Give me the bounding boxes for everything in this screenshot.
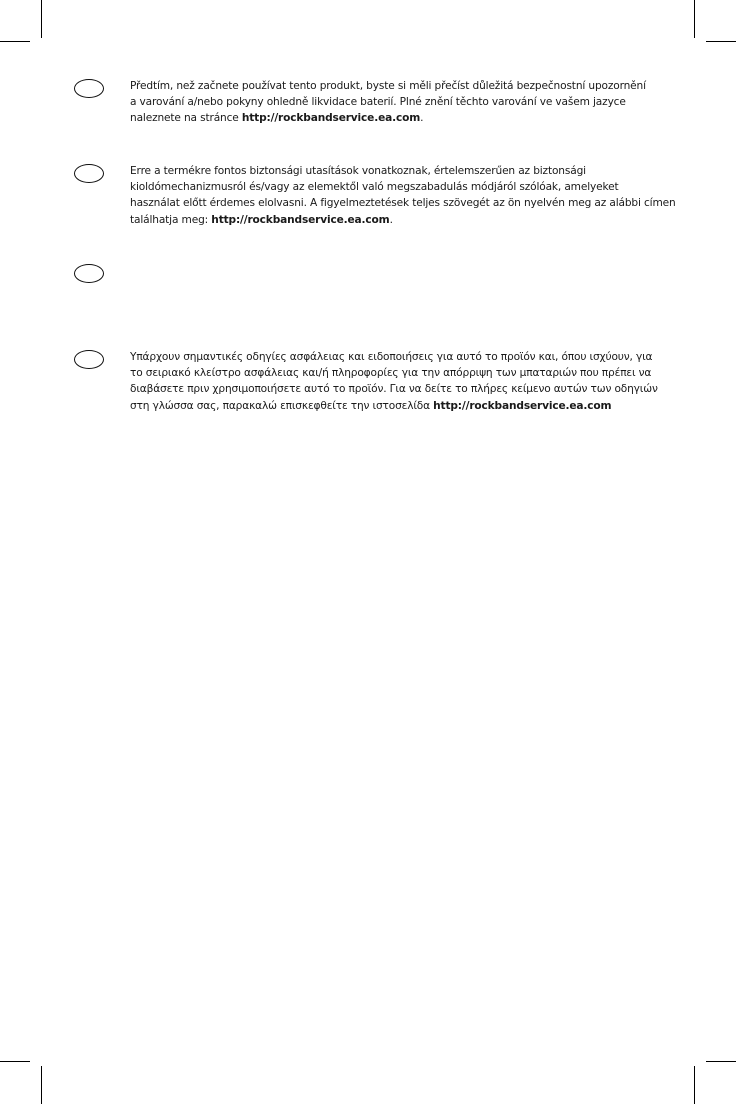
- url-punctuation: .: [389, 213, 393, 226]
- crop-mark-top-right-vertical: [694, 0, 695, 38]
- notice-line: Υπάρχουν σημαντικές οδηγίες ασφάλειας και ειδοποιήσεις για αυτό το προϊόν και, όπου ισχύουν, για: [130, 351, 653, 363]
- notice-line-text: találhatja meg:: [130, 213, 212, 226]
- crop-mark-bottom-right-vertical: [694, 1066, 695, 1104]
- language-badge-oval: [74, 264, 104, 283]
- language-badge-oval: [74, 164, 104, 183]
- crop-mark-top-right-horizontal: [706, 41, 736, 42]
- notice-line-text: στη γλώσσα σας, παρακαλώ επισκεφθείτε την ιστοσελίδα: [130, 399, 434, 412]
- service-url-link[interactable]: http://rockbandservice.ea.com: [211, 213, 390, 226]
- language-badge-oval: [74, 79, 104, 98]
- url-punctuation: .: [420, 112, 424, 125]
- notice-line: kioldómechanizmusról és/vagy az elemektől való megszabadulás módjáról szólóak, amelyeket: [130, 181, 619, 194]
- crop-mark-bottom-right-horizontal: [706, 1061, 736, 1062]
- notice-line: Předtím, než začnete používat tento produkt, byste si měli přečíst důležitá bezpečnostní upozornění: [130, 80, 646, 92]
- notice-line: το σειριακό κλείστρο ασφάλειας και/ή πληροφορίες για την απόρριψη των μπαταριών που πρέπει να: [130, 367, 652, 380]
- notice-text: [130, 78, 670, 127]
- service-url-link[interactable]: http://rockbandservice.ea.com: [241, 112, 421, 125]
- crop-mark-top-left-vertical: [41, 0, 42, 38]
- crop-mark-bottom-left-horizontal: [0, 1061, 30, 1062]
- notice-line: [130, 212, 670, 228]
- crop-mark-bottom-left-vertical: [41, 1066, 42, 1104]
- notice-line: a varování a/nebo pokyny ohledně likvidace baterií. Plné znění těchto varování ve vašem jazyce: [130, 96, 626, 109]
- notice-line-text: naleznete na stránce: [130, 112, 242, 125]
- notice-line: διαβάσετε πριν χρησιμοποιήσετε αυτό το προϊόν. Για να δείτε το πλήρες κείμενο αυτών των οδηγιών: [130, 383, 658, 396]
- notice-line: [130, 110, 670, 126]
- crop-mark-top-left-horizontal: [0, 41, 30, 42]
- service-url-link[interactable]: http://rockbandservice.ea.com: [433, 399, 612, 412]
- language-badge-oval: [74, 350, 104, 369]
- notice-text: [130, 163, 676, 228]
- notice-text: [130, 349, 670, 414]
- notice-line: [130, 398, 670, 414]
- notice-line: használat előtt érdemes elolvasni. A figyelmeztetések teljes szövegét az ön nyelvén meg az alábbi címen: [130, 197, 676, 210]
- notice-line: Erre a termékre fontos biztonsági utasítások vonatkoznak, értelemszerűen az biztonsági: [130, 165, 586, 177]
